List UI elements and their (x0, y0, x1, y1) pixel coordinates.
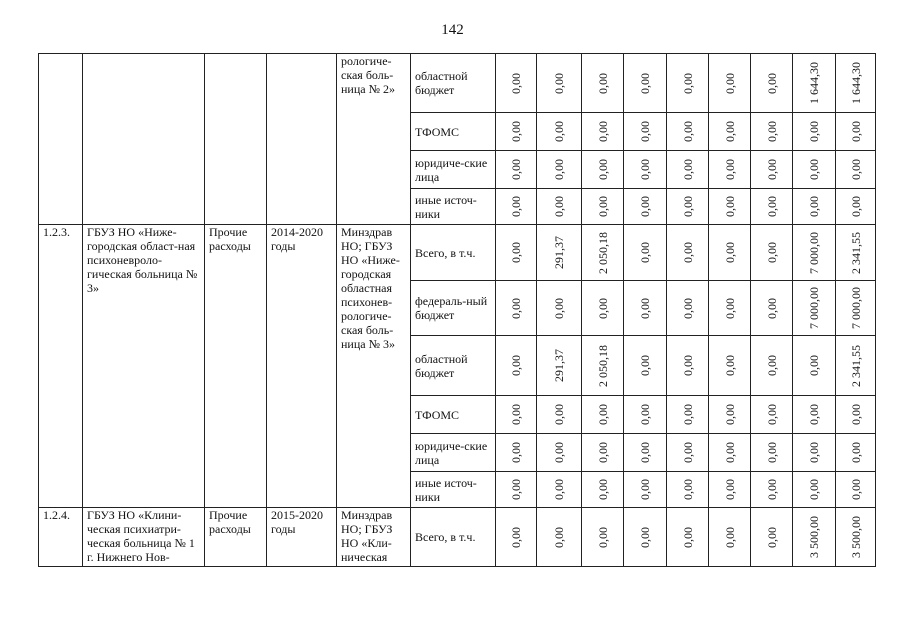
value-cell: 2 050,18 (595, 231, 610, 274)
value-cell: 0,00 (848, 196, 863, 217)
executor-cell: Минздрав НО; ГБУЗ НО «Кли-ническая (337, 508, 411, 567)
source-cell: юридиче-ские лица (411, 151, 496, 189)
value-cell: 0,00 (509, 121, 523, 142)
value-cell: 0,00 (848, 159, 863, 180)
value-cell: 0,00 (552, 196, 566, 217)
value-cell: 0,00 (509, 297, 523, 319)
value-cell: 0,00 (552, 72, 566, 94)
value-cell: 0,00 (764, 242, 779, 263)
value-cell: 0,00 (638, 121, 652, 142)
value-cell: 0,00 (680, 479, 695, 500)
value-cell: 0,00 (595, 121, 610, 142)
expense-type-cell: Прочие расходы (205, 225, 267, 508)
item-name-cell: ГБУЗ НО «Ниже-городская област-ная психоневроло-гическая больница № 3» (83, 225, 205, 508)
value-cell: 0,00 (807, 159, 821, 180)
value-cell: 0,00 (722, 72, 737, 94)
value-cell: 3 500,00 (848, 516, 863, 558)
value-cell: 0,00 (509, 355, 523, 376)
value-cell: 0,00 (509, 442, 523, 463)
value-cell: 0,00 (680, 442, 695, 463)
value-cell: 7 000,00 (807, 287, 821, 329)
value-cell: 0,00 (680, 196, 695, 217)
value-cell: 0,00 (509, 526, 523, 548)
value-cell: 0,00 (764, 121, 779, 142)
item-number-cell: 1.2.4. (39, 508, 83, 567)
value-cell: 0,00 (722, 355, 737, 376)
value-cell: 0,00 (552, 479, 566, 500)
value-cell: 0,00 (807, 355, 821, 376)
value-cell: 0,00 (638, 297, 652, 319)
expense-type-cell: Прочие расходы (205, 508, 267, 567)
value-cell: 0,00 (509, 242, 523, 263)
value-cell: 7 000,00 (807, 231, 821, 274)
value-cell: 0,00 (638, 242, 652, 263)
source-cell: ТФОМС (411, 113, 496, 151)
period-cell: 2014-2020 годы (267, 225, 337, 508)
value-cell: 0,00 (552, 526, 566, 548)
value-cell: 0,00 (764, 196, 779, 217)
value-cell: 0,00 (848, 121, 863, 142)
value-cell: 0,00 (764, 404, 779, 425)
value-cell: 0,00 (764, 297, 779, 319)
value-cell: 7 000,00 (848, 287, 863, 329)
table-row (39, 54, 876, 113)
source-cell: ТФОМС (411, 396, 496, 434)
value-cell: 0,00 (722, 159, 737, 180)
value-cell: 0,00 (722, 442, 737, 463)
value-cell: 2 341,55 (848, 344, 863, 387)
executor-cell: рологиче-ская боль-ница № 2» (337, 54, 411, 225)
item-name-cell: ГБУЗ НО «Клини-ческая психиатри-ческая больница № 1 г. Нижнего Нов- (83, 508, 205, 567)
value-cell: 0,00 (722, 479, 737, 500)
value-cell: 1 644,30 (848, 62, 863, 104)
value-cell: 0,00 (807, 404, 821, 425)
value-cell: 0,00 (680, 404, 695, 425)
value-cell: 0,00 (680, 355, 695, 376)
table-row (39, 225, 876, 281)
expense-type-cell (205, 54, 267, 225)
value-cell: 0,00 (807, 442, 821, 463)
value-cell: 0,00 (638, 479, 652, 500)
value-cell: 0,00 (680, 159, 695, 180)
value-cell: 0,00 (509, 159, 523, 180)
value-cell: 0,00 (807, 479, 821, 500)
value-cell: 0,00 (638, 442, 652, 463)
value-cell: 0,00 (722, 297, 737, 319)
value-cell: 0,00 (680, 72, 695, 94)
value-cell: 0,00 (552, 121, 566, 142)
source-cell: иные источ-ники (411, 472, 496, 508)
value-cell: 0,00 (509, 479, 523, 500)
value-cell: 0,00 (595, 479, 610, 500)
item-number-cell: 1.2.3. (39, 225, 83, 508)
value-cell: 0,00 (764, 159, 779, 180)
value-cell: 0,00 (807, 121, 821, 142)
value-cell: 0,00 (807, 196, 821, 217)
value-cell: 0,00 (764, 479, 779, 500)
value-cell: 0,00 (552, 159, 566, 180)
value-cell: 0,00 (638, 159, 652, 180)
source-cell: иные источ-ники (411, 189, 496, 225)
value-cell: 0,00 (764, 355, 779, 376)
value-cell: 0,00 (595, 404, 610, 425)
value-cell: 0,00 (552, 297, 566, 319)
value-cell: 0,00 (638, 526, 652, 548)
value-cell: 0,00 (552, 442, 566, 463)
value-cell: 3 500,00 (807, 516, 821, 558)
item-name-cell (83, 54, 205, 225)
page-number: 142 (441, 22, 464, 38)
value-cell: 1 644,30 (807, 62, 821, 104)
value-cell: 0,00 (848, 442, 863, 463)
value-cell: 0,00 (848, 479, 863, 500)
value-cell: 0,00 (509, 72, 523, 94)
value-cell: 0,00 (722, 242, 737, 263)
value-cell: 0,00 (595, 72, 610, 94)
period-cell (267, 54, 337, 225)
value-cell: 0,00 (595, 159, 610, 180)
value-cell: 0,00 (722, 121, 737, 142)
value-cell: 0,00 (680, 242, 695, 263)
value-cell: 0,00 (595, 442, 610, 463)
value-cell: 0,00 (680, 297, 695, 319)
value-cell: 0,00 (722, 526, 737, 548)
value-cell: 0,00 (509, 196, 523, 217)
value-cell: 0,00 (595, 297, 610, 319)
value-cell: 0,00 (680, 121, 695, 142)
value-cell: 2 341,55 (848, 231, 863, 274)
value-cell: 0,00 (722, 404, 737, 425)
value-cell: 0,00 (848, 404, 863, 425)
value-cell: 0,00 (638, 355, 652, 376)
value-cell: 2 050,18 (595, 344, 610, 387)
value-cell: 291,37 (552, 349, 566, 382)
value-cell: 0,00 (764, 442, 779, 463)
item-number-cell (39, 54, 83, 225)
value-cell: 0,00 (764, 526, 779, 548)
value-cell: 0,00 (638, 404, 652, 425)
executor-cell: Минздрав НО; ГБУЗ НО «Ниже-городская областная психонев-рологиче-ская боль-ница № 3» (337, 225, 411, 508)
value-cell: 0,00 (509, 404, 523, 425)
value-cell: 0,00 (638, 196, 652, 217)
period-cell: 2015-2020 годы (267, 508, 337, 567)
source-cell: Всего, в т.ч. (411, 508, 496, 567)
source-cell: юридиче-ские лица (411, 434, 496, 472)
value-cell: 0,00 (595, 196, 610, 217)
value-cell: 0,00 (722, 196, 737, 217)
value-cell: 291,37 (552, 236, 566, 269)
source-cell: областной бюджет (411, 54, 496, 113)
budget-table (38, 53, 876, 567)
table-row (39, 508, 876, 567)
value-cell: 0,00 (638, 72, 652, 94)
source-cell: федераль-ный бюджет (411, 281, 496, 336)
source-cell: Всего, в т.ч. (411, 225, 496, 281)
value-cell: 0,00 (680, 526, 695, 548)
source-cell: областной бюджет (411, 336, 496, 396)
value-cell: 0,00 (552, 404, 566, 425)
value-cell: 0,00 (764, 72, 779, 94)
value-cell: 0,00 (595, 526, 610, 548)
